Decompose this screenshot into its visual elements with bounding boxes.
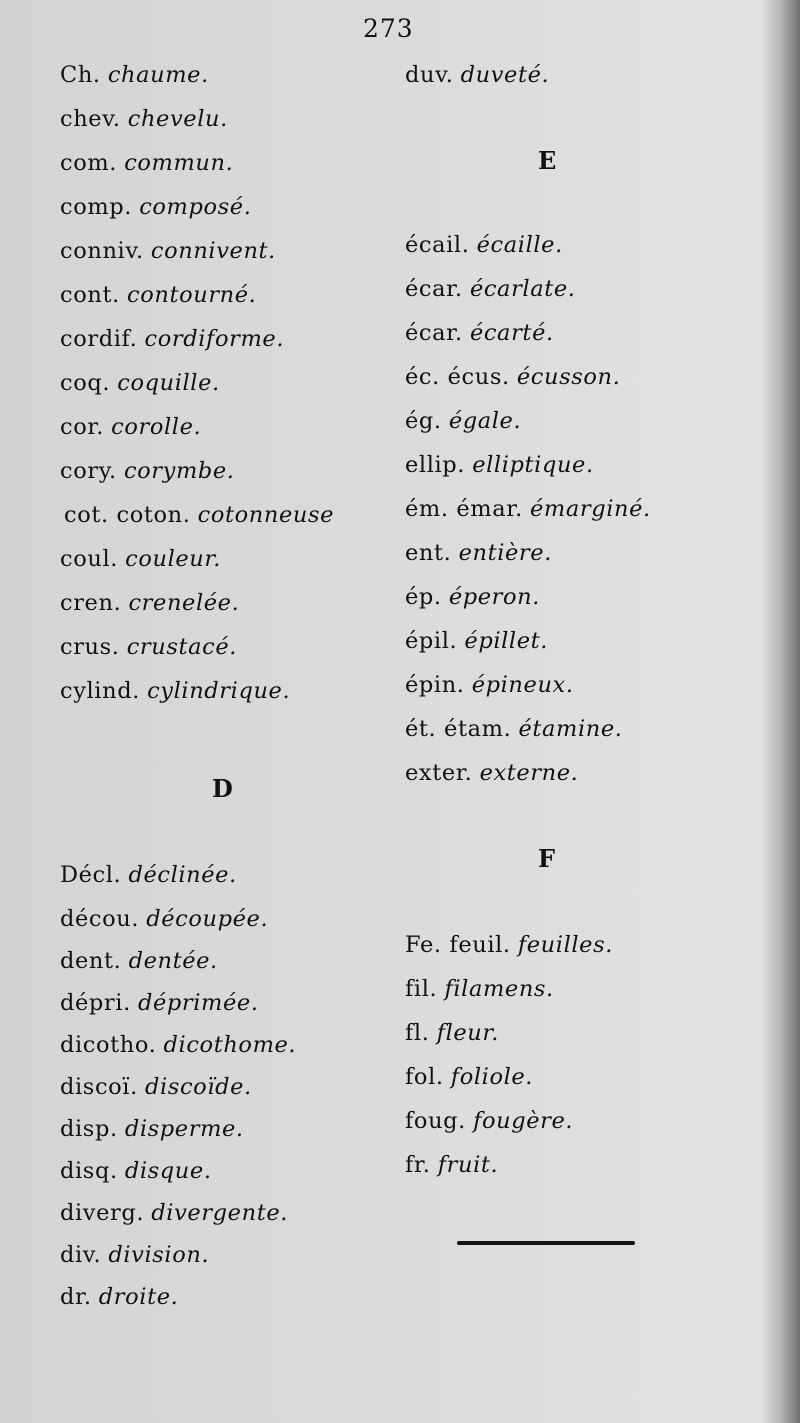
- entry-abbreviation: Décl.: [60, 862, 122, 888]
- list-item: [405, 626, 548, 656]
- entry-abbreviation: Ch.: [60, 62, 101, 88]
- entry-abbreviation: foug.: [405, 1108, 466, 1134]
- entry-meaning: externe.: [479, 760, 579, 786]
- entry-meaning: fougère.: [473, 1108, 574, 1134]
- entry-abbreviation: coul.: [60, 546, 118, 572]
- list-item: [405, 1018, 499, 1048]
- entry-meaning: duveté.: [460, 62, 550, 88]
- entry-meaning: chaume.: [107, 62, 209, 88]
- list-item: [405, 974, 554, 1004]
- list-item: [60, 988, 259, 1018]
- entry-abbreviation: diverg.: [60, 1200, 145, 1226]
- entry-meaning: composé.: [139, 194, 252, 220]
- entry-meaning: disque.: [124, 1158, 212, 1184]
- entry-meaning: filamens.: [444, 976, 554, 1002]
- list-item: [60, 148, 233, 178]
- list-item: [405, 758, 578, 788]
- list-item: [405, 450, 594, 480]
- entry-meaning: écusson.: [516, 364, 621, 390]
- entry-abbreviation: exter.: [405, 760, 473, 786]
- entry-meaning: émarginé.: [530, 496, 651, 522]
- entry-meaning: corymbe.: [123, 458, 235, 484]
- entry-meaning: discoïde.: [145, 1074, 252, 1100]
- list-item: [60, 236, 276, 266]
- entry-abbreviation: écail.: [405, 232, 470, 258]
- entry-abbreviation: Fe. feuil.: [405, 932, 511, 958]
- list-item: [60, 192, 251, 222]
- entry-abbreviation: conniv.: [60, 238, 144, 264]
- list-item: [60, 1282, 178, 1312]
- list-item: [405, 362, 620, 392]
- entry-meaning: foliole.: [450, 1064, 534, 1090]
- entry-abbreviation: écar.: [405, 320, 463, 346]
- entry-abbreviation: cont.: [60, 282, 120, 308]
- entry-abbreviation: ét. étam.: [405, 716, 512, 742]
- entry-meaning: droite.: [98, 1284, 179, 1310]
- entry-meaning: contourné.: [127, 282, 257, 308]
- list-item: [60, 60, 209, 90]
- list-item: [405, 1150, 498, 1180]
- entry-abbreviation: discoï.: [60, 1074, 138, 1100]
- entry-abbreviation: ellip.: [405, 452, 466, 478]
- entry-meaning: cordiforme.: [144, 326, 285, 352]
- list-item: [405, 538, 552, 568]
- entry-abbreviation: cren.: [60, 590, 122, 616]
- list-item: [60, 1198, 288, 1228]
- list-item: [60, 456, 235, 486]
- entry-abbreviation: coq.: [60, 370, 111, 396]
- entry-abbreviation: ém. émar.: [405, 496, 523, 522]
- entry-meaning: épillet.: [464, 628, 549, 654]
- list-item: [405, 930, 613, 960]
- entry-meaning: coquille.: [117, 370, 220, 396]
- entry-meaning: crustacé.: [126, 634, 238, 660]
- list-item: [60, 1030, 296, 1060]
- entry-meaning: connivent.: [150, 238, 276, 264]
- entry-abbreviation: ent.: [405, 540, 452, 566]
- list-item: [60, 632, 237, 662]
- entry-meaning: épineux.: [471, 672, 574, 698]
- entry-abbreviation: décou.: [60, 906, 140, 932]
- entry-meaning: cotonneuse: [197, 502, 335, 528]
- entry-abbreviation: fl.: [405, 1020, 430, 1046]
- entry-abbreviation: chev.: [60, 106, 121, 132]
- list-item: [60, 368, 220, 398]
- entry-meaning: déprimée.: [137, 990, 259, 1016]
- list-item: [60, 324, 284, 354]
- list-item: [60, 1240, 209, 1270]
- entry-meaning: divergente.: [151, 1200, 288, 1226]
- entry-abbreviation: comp.: [60, 194, 133, 220]
- list-item: [405, 582, 540, 612]
- list-item: [60, 860, 237, 890]
- section-heading-f: F: [538, 844, 556, 873]
- entry-abbreviation: cordif.: [60, 326, 138, 352]
- entry-meaning: division.: [108, 1242, 210, 1268]
- entry-meaning: disperme.: [124, 1116, 244, 1142]
- entry-abbreviation: cot. coton.: [64, 502, 191, 528]
- entry-abbreviation: fr.: [405, 1152, 431, 1178]
- entry-meaning: commun.: [124, 150, 234, 176]
- entry-abbreviation: épin.: [405, 672, 465, 698]
- list-item: [405, 406, 521, 436]
- entry-abbreviation: ég.: [405, 408, 442, 434]
- entry-abbreviation: dent.: [60, 948, 122, 974]
- list-item: [60, 946, 218, 976]
- entry-meaning: écarlate.: [469, 276, 576, 302]
- entry-meaning: écarté.: [469, 320, 554, 346]
- entry-meaning: éperon.: [448, 584, 541, 610]
- entry-meaning: dentée.: [128, 948, 218, 974]
- entry-abbreviation: duv.: [405, 62, 454, 88]
- list-item: [60, 104, 228, 134]
- entry-abbreviation: dr.: [60, 1284, 92, 1310]
- entry-meaning: feuilles.: [517, 932, 613, 958]
- section-heading-e: E: [538, 146, 557, 175]
- entry-abbreviation: com.: [60, 150, 118, 176]
- list-item: [64, 500, 334, 530]
- entry-meaning: cylindrique.: [147, 678, 291, 704]
- entry-abbreviation: éc. écus.: [405, 364, 510, 390]
- list-item: [405, 60, 549, 90]
- list-item: [405, 230, 563, 260]
- list-item: [60, 412, 201, 442]
- entry-meaning: écaille.: [476, 232, 563, 258]
- entry-meaning: entière.: [458, 540, 552, 566]
- entry-abbreviation: cor.: [60, 414, 104, 440]
- entry-abbreviation: cory.: [60, 458, 117, 484]
- entry-meaning: égale.: [448, 408, 522, 434]
- list-item: [405, 714, 623, 744]
- list-item: [405, 670, 574, 700]
- page-edge-shadow: [778, 0, 800, 1423]
- entry-abbreviation: cylind.: [60, 678, 140, 704]
- list-item: [60, 676, 290, 706]
- entry-abbreviation: ép.: [405, 584, 442, 610]
- list-item: [405, 1062, 533, 1092]
- list-item: [60, 544, 221, 574]
- entry-abbreviation: disp.: [60, 1116, 118, 1142]
- entry-abbreviation: crus.: [60, 634, 120, 660]
- entry-abbreviation: fil.: [405, 976, 438, 1002]
- end-rule-divider: [457, 1241, 635, 1245]
- entry-abbreviation: dicotho.: [60, 1032, 157, 1058]
- entry-meaning: déclinée.: [128, 862, 237, 888]
- entry-meaning: découpée.: [146, 906, 269, 932]
- list-item: [60, 1072, 252, 1102]
- entry-meaning: dicothome.: [163, 1032, 297, 1058]
- entry-meaning: fruit.: [437, 1152, 499, 1178]
- entry-abbreviation: dépri.: [60, 990, 131, 1016]
- entry-meaning: couleur.: [125, 546, 222, 572]
- list-item: [405, 274, 576, 304]
- list-item: [60, 588, 239, 618]
- list-item: [60, 904, 268, 934]
- list-item: [405, 1106, 573, 1136]
- entry-abbreviation: écar.: [405, 276, 463, 302]
- entry-meaning: étamine.: [518, 716, 623, 742]
- list-item: [405, 318, 554, 348]
- entry-meaning: fleur.: [436, 1020, 500, 1046]
- list-item: [60, 280, 256, 310]
- section-heading-d: D: [212, 774, 233, 803]
- entry-abbreviation: div.: [60, 1242, 102, 1268]
- list-item: [60, 1156, 212, 1186]
- entry-meaning: crenelée.: [128, 590, 240, 616]
- entry-meaning: corolle.: [111, 414, 202, 440]
- entry-meaning: elliptique.: [472, 452, 594, 478]
- entry-abbreviation: fol.: [405, 1064, 444, 1090]
- list-item: [60, 1114, 244, 1144]
- entry-meaning: chevelu.: [127, 106, 228, 132]
- list-item: [405, 494, 651, 524]
- entry-abbreviation: épil.: [405, 628, 458, 654]
- entry-abbreviation: disq.: [60, 1158, 118, 1184]
- page-number: 273: [363, 14, 414, 43]
